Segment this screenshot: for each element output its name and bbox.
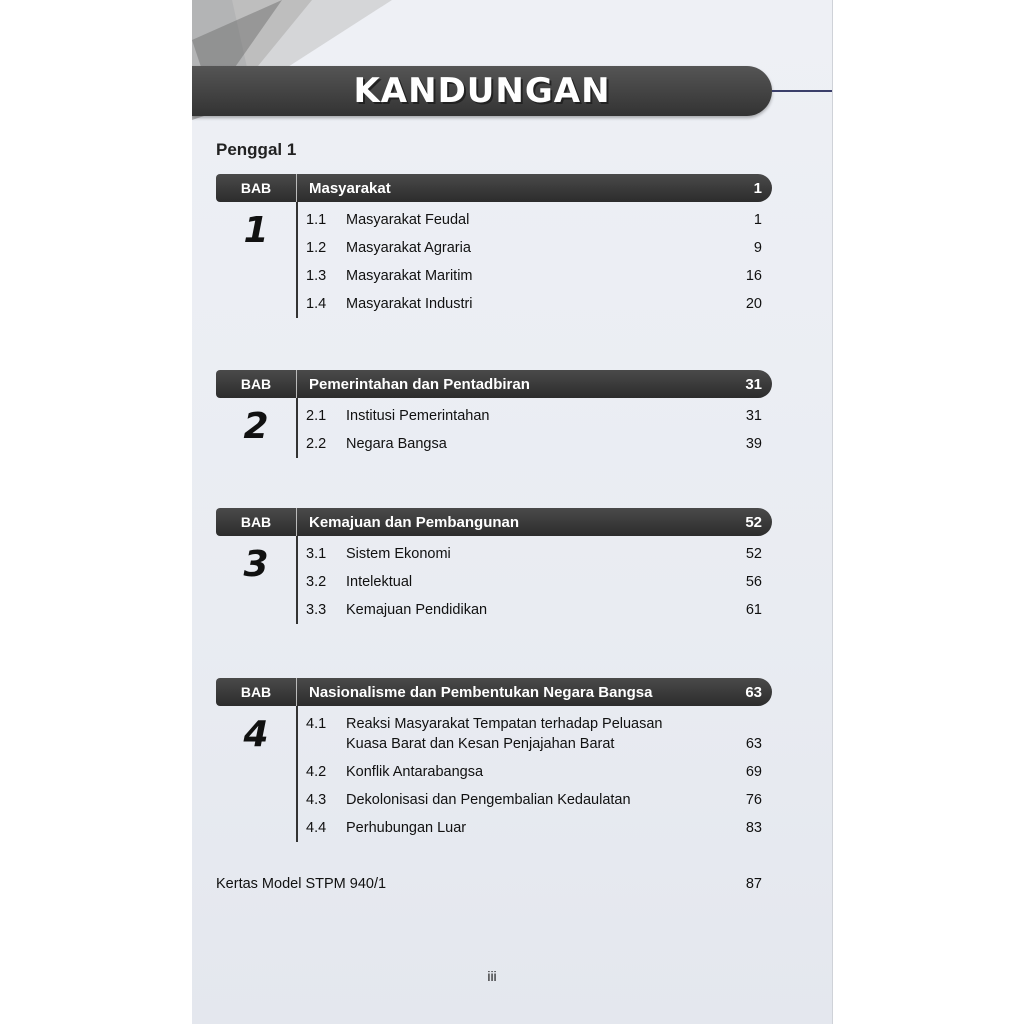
entry-number: 3.1	[306, 546, 327, 562]
entry-title: Kemajuan Pendidikan	[346, 602, 488, 618]
entry-title: Negara Bangsa	[346, 436, 447, 452]
entry-page: 76	[745, 792, 762, 808]
entry-page: 31	[745, 408, 762, 424]
footer-page: 87	[745, 876, 762, 892]
chapter-number: 2	[243, 406, 269, 447]
entry-number: 1.4	[306, 296, 327, 312]
entry-title: Masyarakat Maritim	[346, 268, 473, 284]
entry-page: 9	[753, 240, 762, 256]
chapter-page: 52	[745, 513, 762, 531]
chapter-number: 3	[243, 544, 269, 585]
section-label: Penggal 1	[216, 140, 297, 159]
entry-number: 1.3	[306, 268, 327, 284]
chapter-3	[216, 508, 772, 624]
page-title: KANDUNGAN	[353, 71, 611, 111]
chapter-number: 1	[243, 210, 269, 251]
entry-number: 4.4	[306, 820, 327, 836]
entry-number: 4.1	[306, 716, 327, 732]
toc-entry[interactable]	[306, 568, 772, 596]
toc-entry[interactable]	[306, 814, 772, 842]
entry-number: 3.3	[306, 602, 327, 618]
book-page	[192, 0, 832, 1024]
bab-label: BAB	[216, 174, 297, 202]
chapter-header	[216, 174, 772, 202]
entry-title: Konflik Antarabangsa	[346, 764, 484, 780]
toc-entry[interactable]	[306, 206, 772, 234]
page-number: iii	[487, 968, 497, 984]
entry-page: 39	[745, 436, 762, 452]
bab-label: BAB	[216, 678, 297, 706]
entry-page: 61	[745, 602, 762, 618]
entry-page: 1	[753, 212, 762, 228]
entry-title: Masyarakat Agraria	[346, 240, 471, 256]
chapter-header	[216, 678, 772, 706]
entry-page: 63	[745, 736, 762, 752]
entry-page: 52	[745, 546, 762, 562]
chapter-title[interactable]: Kemajuan dan Pembangunan	[309, 513, 520, 531]
chapter-title[interactable]: Masyarakat	[309, 179, 391, 197]
chapter-page: 31	[745, 375, 762, 393]
toc-entry[interactable]	[306, 430, 772, 458]
entry-number: 2.1	[306, 408, 327, 424]
entry-number: 4.3	[306, 792, 327, 808]
entry-number: 1.2	[306, 240, 327, 256]
toc-entry[interactable]	[306, 290, 772, 318]
toc-entry[interactable]	[306, 262, 772, 290]
toc-entry[interactable]	[306, 540, 772, 568]
entry-number: 2.2	[306, 436, 327, 452]
chapter-page: 63	[745, 683, 762, 701]
toc-entry[interactable]	[306, 234, 772, 262]
chapter-number: 4	[243, 714, 269, 755]
bab-label: BAB	[216, 508, 297, 536]
entry-page: 16	[745, 268, 762, 284]
chapter-header	[216, 508, 772, 536]
chapter-2	[216, 370, 772, 458]
toc-entry[interactable]	[306, 710, 772, 758]
entry-title: Masyarakat Feudal	[346, 212, 470, 228]
chapter-1	[216, 174, 772, 318]
entry-title: Reaksi Masyarakat Tempatan terhadap Peluasan Kuasa Barat dan Kesan Penjajahan Barat	[346, 716, 663, 752]
entry-page: 83	[745, 820, 762, 836]
entry-page: 56	[745, 574, 762, 590]
toc-entry[interactable]	[306, 596, 772, 624]
footer-title: Kertas Model STPM 940/1	[216, 876, 387, 892]
toc-entry[interactable]	[306, 402, 772, 430]
entry-number: 1.1	[306, 212, 327, 228]
entry-title: Institusi Pemerintahan	[346, 408, 490, 424]
entry-title: Sistem Ekonomi	[346, 546, 451, 562]
chapter-title[interactable]: Pemerintahan dan Pentadbiran	[309, 375, 530, 393]
entry-title: Perhubungan Luar	[346, 820, 467, 836]
entry-title: Intelektual	[346, 574, 413, 590]
title-rule	[772, 90, 832, 92]
entry-title: Dekolonisasi dan Pengembalian Kedaulatan	[346, 792, 631, 808]
toc-footer-entry[interactable]	[216, 876, 762, 892]
chapter-4	[216, 678, 772, 842]
entry-page: 20	[745, 296, 762, 312]
chapter-page: 1	[753, 179, 762, 197]
entry-number: 4.2	[306, 764, 327, 780]
chapter-title[interactable]: Nasionalisme dan Pembentukan Negara Bangsa	[309, 683, 653, 701]
chapter-header	[216, 370, 772, 398]
entry-number: 3.2	[306, 574, 327, 590]
toc-entry[interactable]	[306, 758, 772, 786]
toc-entry[interactable]	[306, 786, 772, 814]
entry-page: 69	[745, 764, 762, 780]
entry-title: Masyarakat Industri	[346, 296, 473, 312]
page-edge	[832, 0, 833, 1024]
bab-label: BAB	[216, 370, 297, 398]
